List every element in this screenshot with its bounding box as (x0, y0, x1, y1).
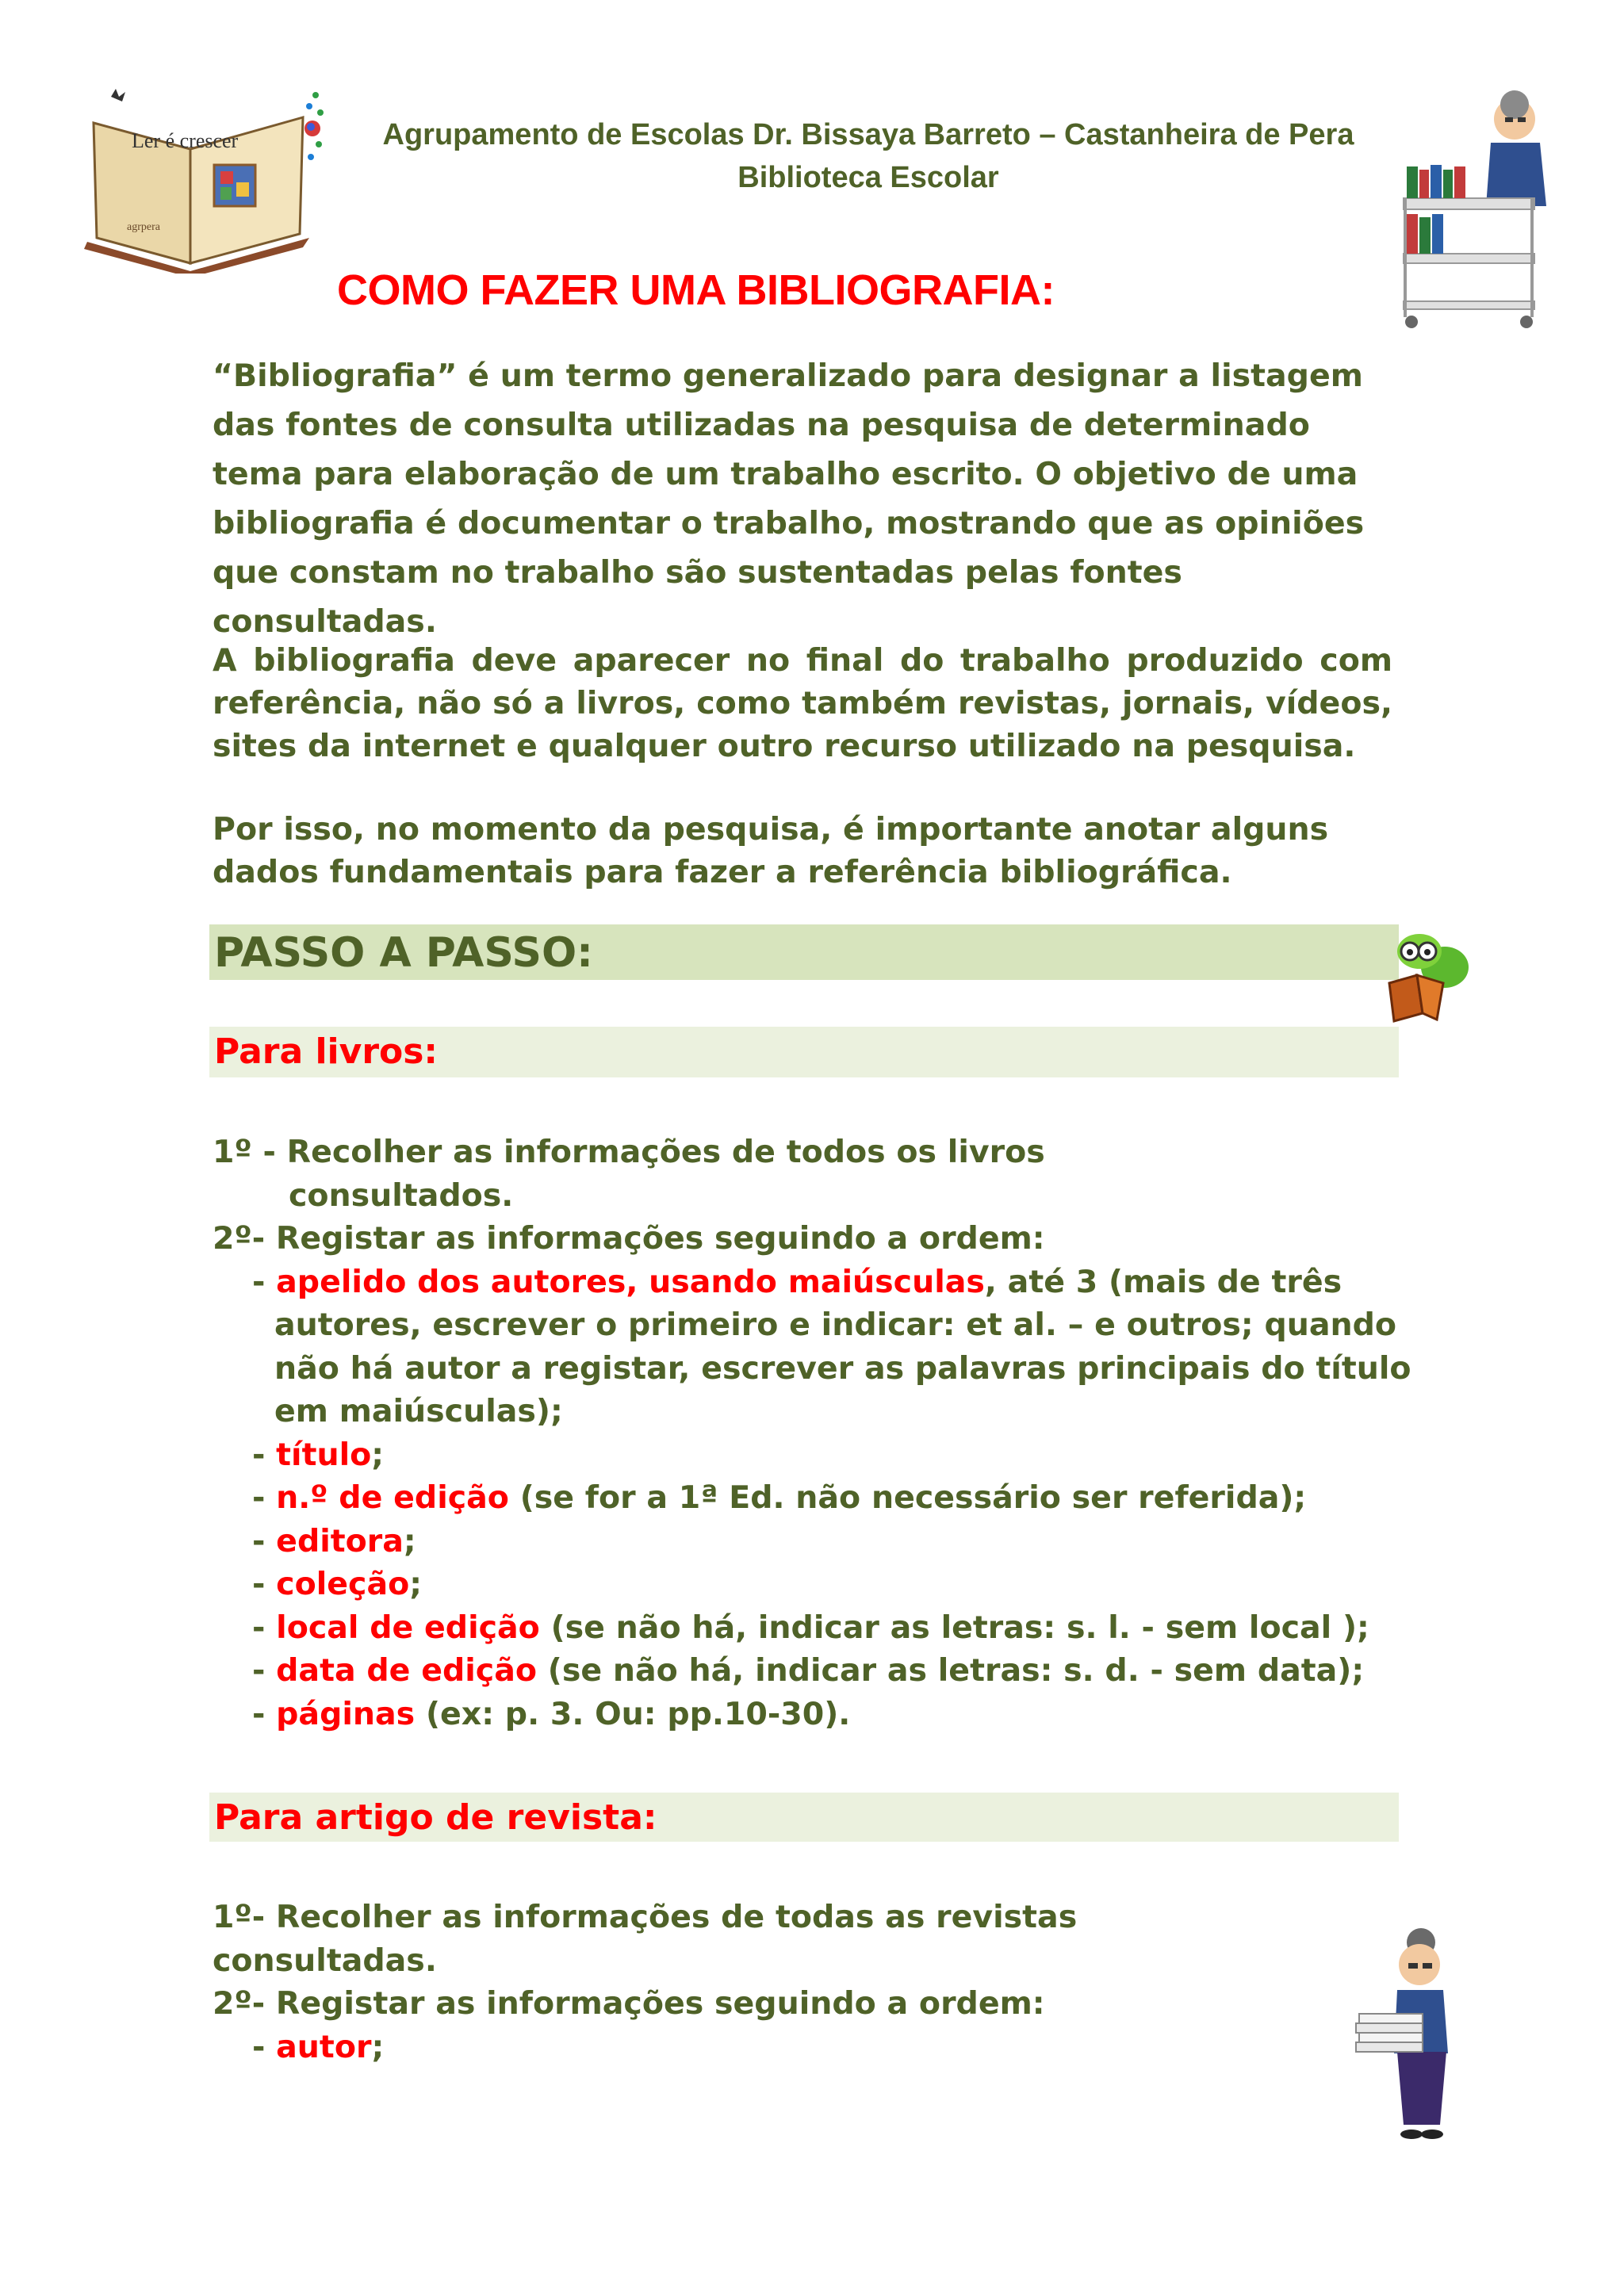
list-item (213, 1649, 1402, 1693)
list-item (213, 1606, 1402, 1650)
list-item-text: (se não há, indicar as letras: s. l. - sem local ); (539, 1609, 1369, 1646)
section-header-livros (209, 1027, 1399, 1077)
list-item (213, 2026, 1402, 2069)
list-item-text: (se não há, indicar as letras: s. d. - sem data); (537, 1652, 1365, 1689)
step-2: 2º- Registar as informações seguindo a ordem: (213, 1220, 1045, 1257)
list-item-key: autor (276, 2028, 372, 2065)
library-name: Biblioteca Escolar (737, 161, 999, 194)
section-title-passo: PASSO A PASSO: (214, 929, 593, 977)
list-item-text: ; (371, 2028, 385, 2065)
intro-paragraph-2: A bibliografia deve aparecer no final do trabalho produzido com referência, não só a livros, como também revistas, jornais, vídeos, sites da internet e qualquer outro recurso utilizado na pesquisa. (213, 642, 1392, 764)
bookworm-reading-icon (1358, 920, 1477, 1039)
list-bullet: - (252, 1609, 277, 1646)
list-item (213, 1563, 1402, 1606)
list-item-text: ; (371, 1436, 385, 1473)
section-header-passo (209, 924, 1399, 980)
list-item (213, 1693, 1402, 1736)
list-bullet: - (252, 1522, 277, 1559)
list-item-continuation: não há autor a registar, escrever as palavras principais do título (274, 1349, 1411, 1387)
list-bullet: - (252, 1695, 277, 1732)
step-1: 1º - Recolher as informações de todos os livros (213, 1134, 1045, 1170)
svg-text:Ler é crescer: Ler é crescer (132, 129, 239, 152)
list-item-key: editora (276, 1522, 404, 1559)
library-logo (79, 79, 317, 274)
list-bullet: - (252, 1566, 277, 1602)
livros-instructions (213, 1131, 1411, 1735)
svg-text:agrpera: agrpera (127, 221, 160, 233)
list-bullet: - (252, 2028, 277, 2065)
intro-paragraph-1: “Bibliografia” é um termo generalizado para designar a listagem das fontes de consulta utilizadas na pesquisa de determinado tema para elaboração de um trabalho escrito. O objetivo de uma bibliografia é documentar o trabalho, mostrando que as opiniões que constam no trabalho são sustentadas pelas fontes consultadas. (213, 358, 1365, 640)
step-1-continuation: consultados. (289, 1177, 514, 1214)
list-bullet: - (252, 1652, 277, 1689)
step-1: 1º- Recolher as informações de todas as revistas (213, 1899, 1078, 1935)
section-title-revista: Para artigo de revista: (214, 1797, 657, 1838)
list-item-key: título (276, 1436, 372, 1473)
list-item-key: data de edição (276, 1652, 538, 1689)
list-item-key: local de edição (276, 1609, 540, 1646)
list-item-text: (ex: p. 3. Ou: pp.10-30). (415, 1695, 851, 1732)
list-item-continuation: em maiúsculas); (274, 1393, 563, 1429)
decorative-dots-icon (300, 89, 331, 168)
list-bullet: - (252, 1479, 277, 1516)
list-item-text: ; (403, 1522, 416, 1559)
section-title-livros: Para livros: (214, 1031, 439, 1072)
list-item-key: coleção (276, 1566, 410, 1602)
librarian-with-book-cart-icon (1396, 87, 1570, 333)
list-item (213, 1261, 1402, 1304)
list-item (213, 1433, 1402, 1477)
list-item (213, 1520, 1402, 1563)
school-name: Agrupamento de Escolas Dr. Bissaya Barreto – Castanheira de Pera (382, 118, 1354, 151)
list-item (213, 1476, 1402, 1520)
revista-instructions (213, 1896, 1402, 2068)
step-2: 2º- Registar as informações seguindo a ordem: (213, 1985, 1045, 2022)
list-item-text: , até 3 (mais de três (984, 1263, 1342, 1300)
list-item-text: (se for a 1ª Ed. não necessário ser referida); (508, 1479, 1307, 1516)
page-title: COMO FAZER UMA BIBLIOGRAFIA: (337, 266, 1055, 314)
list-item-key: n.º de edição (276, 1479, 509, 1516)
intro-paragraph-3: Por isso, no momento da pesquisa, é importante anotar alguns dados fundamentais para fazer a referência bibliográfica. (213, 811, 1329, 890)
section-header-revista (209, 1793, 1399, 1842)
step-1-continuation: consultadas. (213, 1942, 437, 1979)
list-bullet: - (252, 1436, 277, 1473)
list-item-continuation: autores, escrever o primeiro e indicar: et al. – e outros; quando (274, 1307, 1397, 1343)
school-header (333, 113, 1404, 199)
librarian-with-newspapers-icon (1348, 1919, 1483, 2156)
list-item-key: apelido dos autores, usando maiúsculas (276, 1263, 985, 1300)
list-item-text: ; (409, 1566, 423, 1602)
list-bullet: - (252, 1263, 277, 1300)
list-item-key: páginas (276, 1695, 416, 1732)
